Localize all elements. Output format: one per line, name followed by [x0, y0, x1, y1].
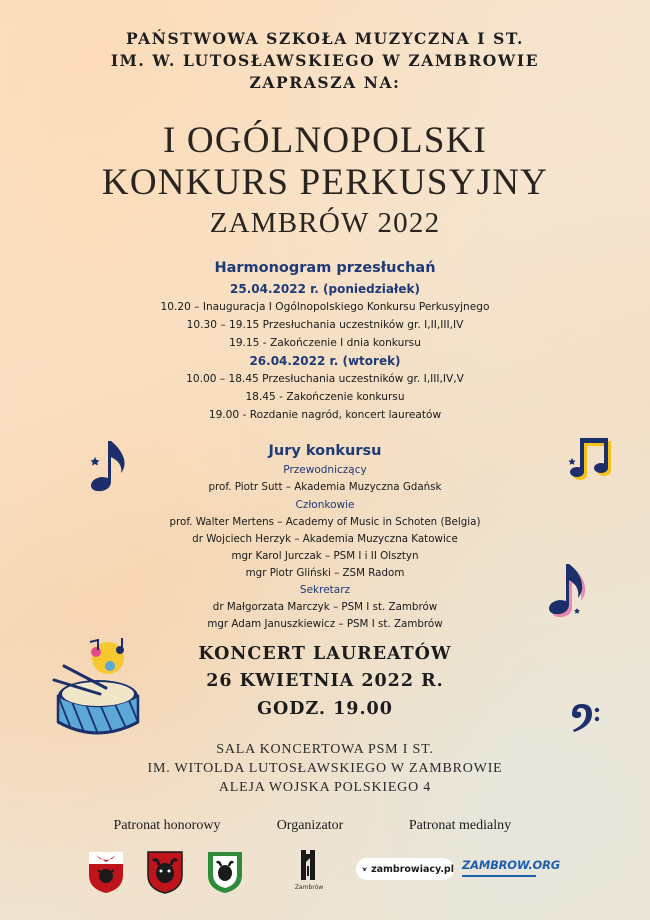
header-line-2: IM. W. LUTOSŁAWSKIEGO W ZAMBROWIE	[110, 51, 540, 70]
schedule-heading: Harmonogram przesłuchań	[214, 260, 436, 276]
schedule-item: 19.15 - Zakończenie I dnia konkursu	[229, 337, 421, 349]
title-line-2: KONKURS PERKUSYJNY	[101, 162, 549, 203]
bull-head-icon	[362, 863, 367, 875]
concert-line-2: 26 KWIETNIA 2022 R.	[206, 671, 444, 691]
venue-line-1: SALA KONCERTOWA PSM I ST.	[216, 742, 434, 757]
schedule-item: 10.20 – Inauguracja I Ogólnopolskiego Konkursu Perkusyjnego	[160, 301, 490, 313]
organizer-label: Organizator	[276, 818, 344, 833]
jury-member: mgr Piotr Gliński – ZSM Radom	[245, 567, 405, 579]
concert-line-1: KONCERT LAUREATÓW	[198, 644, 452, 664]
school-logo-icon	[298, 848, 320, 882]
bass-clef-icon	[566, 700, 606, 736]
jury-member: mgr Karol Jurczak – PSM I i II Olsztyn	[231, 550, 419, 562]
jury-secretary-label: Sekretarz	[299, 584, 351, 596]
title-line-1: I OGÓLNOPOLSKI	[162, 120, 488, 161]
jury-chair-label: Przewodniczący	[283, 464, 367, 476]
media-logo-zambrow-org	[462, 856, 561, 880]
schedule-item: 10.30 – 19.15 Przesłuchania uczestników gr. I,II,III,IV	[186, 319, 464, 331]
double-note-icon	[566, 434, 618, 486]
event-title	[0, 121, 650, 243]
schedule-section	[0, 258, 650, 424]
jury-member: dr Wojciech Herzyk – Akademia Muzyczna Katowice	[192, 533, 458, 545]
jury-heading: Jury konkursu	[268, 443, 382, 459]
day2-date: 26.04.2022 r. (wtorek)	[249, 354, 401, 368]
schedule-item: 10.00 – 18.45 Przesłuchania uczestników gr. I,III,IV,V	[186, 373, 464, 385]
coat-of-arms-icon	[205, 849, 245, 895]
jury-member: prof. Walter Mertens – Academy of Music in Schoten (Belgia)	[169, 516, 481, 528]
day1-date: 25.04.2022 r. (poniedziałek)	[230, 282, 420, 296]
media-patron-label: Patronat medialny	[408, 818, 512, 833]
concert-line-3: GODZ. 19.00	[257, 699, 393, 719]
title-line-3: ZAMBRÓW 2022	[209, 207, 441, 239]
organizer-header	[0, 28, 650, 94]
header-line-3: ZAPRASZA NA:	[249, 73, 401, 92]
jury-secretary: dr Małgorzata Marczyk – PSM I st. Zambrów	[212, 601, 438, 613]
media-logo-zambrowiacy	[356, 858, 454, 880]
music-note-icon	[84, 437, 130, 495]
coat-of-arms-icon	[86, 849, 126, 895]
music-note-icon	[540, 560, 590, 620]
organizer-logo	[288, 848, 330, 896]
media2-name: ZAMBROW.ORG	[462, 858, 561, 872]
honorary-patron-label: Patronat honorowy	[113, 818, 221, 833]
schedule-item: 19.00 - Rozdanie nagród, koncert laureatów	[208, 409, 442, 421]
drum-icon	[50, 636, 145, 748]
schedule-item: 18.45 - Zakończenie konkursu	[245, 391, 405, 403]
media1-name: zambrowiacy.pl	[371, 863, 454, 875]
venue-section	[0, 740, 650, 797]
header-line-1: PAŃSTWOWA SZKOŁA MUZYCZNA I ST.	[125, 29, 525, 48]
jury-chair: prof. Piotr Sutt – Akademia Muzyczna Gdańsk	[208, 481, 442, 493]
jury-members-label: Członkowie	[295, 499, 355, 511]
organizer-logo-caption: Zambrów	[294, 884, 324, 891]
jury-secretary: mgr Adam Januszkiewicz – PSM I st. Zambrów	[207, 618, 443, 630]
venue-line-2: IM. WITOLDA LUTOSŁAWSKIEGO W ZAMBROWIE	[147, 761, 503, 776]
venue-line-3: ALEJA WOJSKA POLSKIEGO 4	[218, 780, 432, 795]
media2-underline	[462, 875, 536, 877]
coat-of-arms-icon	[145, 849, 185, 895]
